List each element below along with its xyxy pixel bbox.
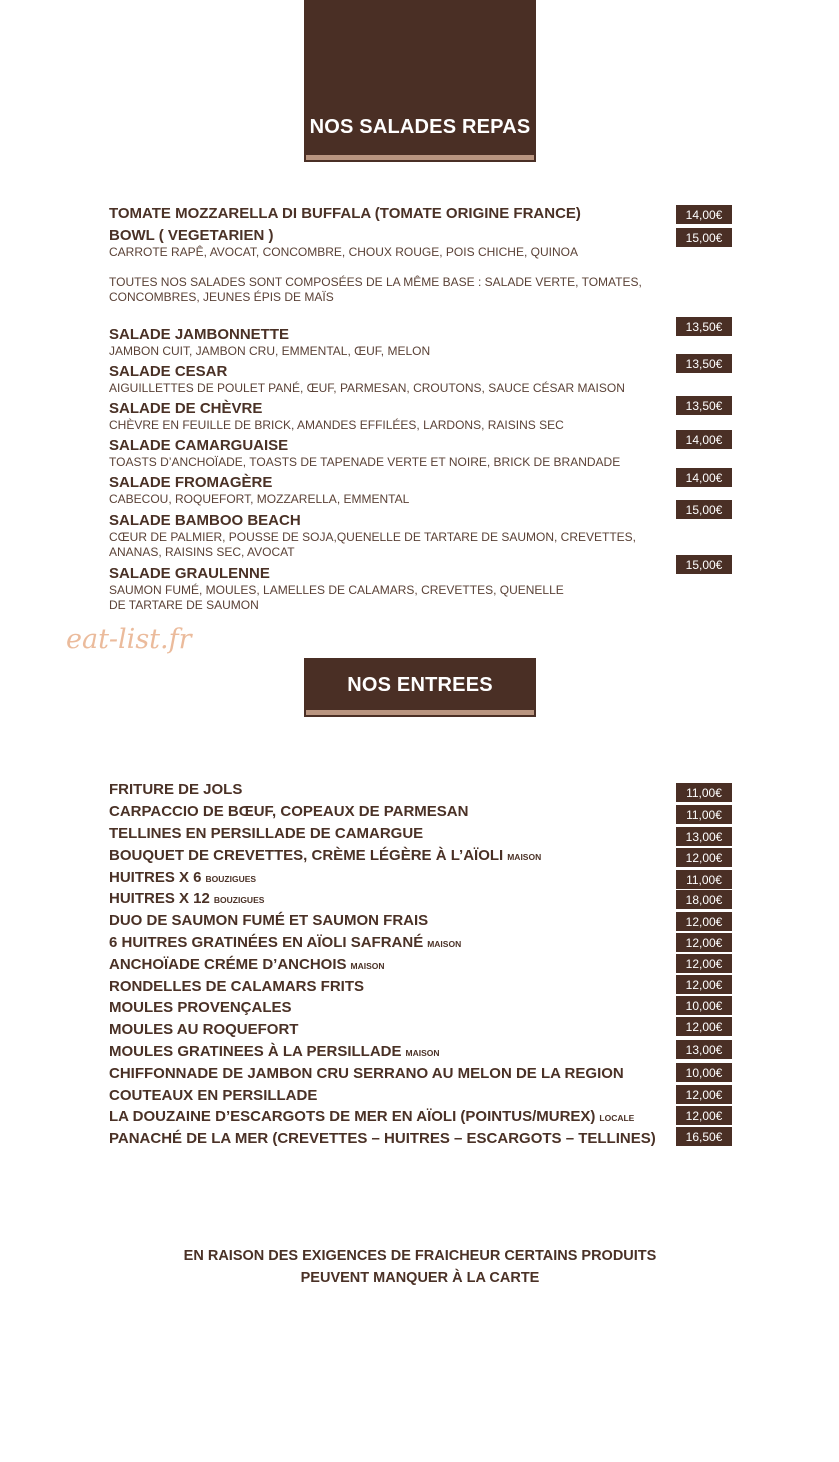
salads-base-note xyxy=(109,275,669,305)
menu-item-name: DUO DE SAUMON FUMÉ ET SAUMON FRAIS xyxy=(109,912,429,929)
menu-item-name: SALADE FROMAGÈRE xyxy=(109,474,273,491)
menu-item-name: TELLINES EN PERSILLADE DE CAMARGUE xyxy=(109,825,424,842)
freshness-notice-line: PEUVENT MANQUER À LA CARTE xyxy=(300,1270,540,1286)
menu-item-price: 12,00€ xyxy=(676,954,732,974)
menu-item-name: MOULES GRATINEES À LA PERSILLADE MAISON xyxy=(109,1043,440,1060)
menu-item-price: 14,00€ xyxy=(676,205,732,225)
menu-item-description: ANANAS, RAISINS SEC, AVOCAT xyxy=(109,545,295,559)
menu-item-note: LOCALE xyxy=(599,1113,635,1123)
menu-item-name: MOULES AU ROQUEFORT xyxy=(109,1021,299,1038)
menu-item-price: 12,00€ xyxy=(676,1017,732,1037)
menu-item-description: CŒUR DE PALMIER, POUSSE DE SOJA,QUENELLE DE TARTARE DE SAUMON, CREVETTES, xyxy=(109,530,636,544)
menu-item-price: 12,00€ xyxy=(676,933,732,953)
menu-item-price: 12,00€ xyxy=(676,1085,732,1105)
menu-item-name: BOWL ( VEGETARIEN ) xyxy=(109,227,274,244)
menu-item-price: 18,00€ xyxy=(676,890,732,910)
menu-item-description: JAMBON CUIT, JAMBON CRU, EMMENTAL, ŒUF, MELON xyxy=(109,344,431,358)
freshness-notice xyxy=(100,1245,740,1289)
menu-item-name: SALADE JAMBONNETTE xyxy=(109,326,290,343)
menu-item-note: MAISON xyxy=(405,1048,440,1058)
menu-item-name: TOMATE MOZZARELLA DI BUFFALA (TOMATE ORIGINE FRANCE) xyxy=(109,205,581,222)
menu-item-name: BOUQUET DE CREVETTES, CRÈME LÉGÈRE À L’AÏOLI MAISON xyxy=(109,847,542,864)
menu-item-name: SALADE CESAR xyxy=(109,363,228,380)
menu-item-name: FRITURE DE JOLS xyxy=(109,781,243,798)
menu-item-name: SALADE CAMARGUAISE xyxy=(109,437,289,454)
menu-item-price: 13,00€ xyxy=(676,827,732,847)
menu-item-name: 6 HUITRES GRATINÉES EN AÏOLI SAFRANÉ MAISON xyxy=(109,934,462,951)
menu-item-name: PANACHÉ DE LA MER (CREVETTES – HUITRES – ESCARGOTS – TELLINES) xyxy=(109,1130,656,1147)
menu-item-description: TOASTS D’ANCHOÏADE, TOASTS DE TAPENADE VERTE ET NOIRE, BRICK DE BRANDADE xyxy=(109,455,621,469)
menu-item-price: 12,00€ xyxy=(676,975,732,995)
menu-item-name: HUITRES X 12 BOUZIGUES xyxy=(109,890,265,907)
menu-item-price: 14,00€ xyxy=(676,468,732,488)
menu-item-name: MOULES PROVENÇALES xyxy=(109,999,292,1016)
menu-item-name: CARPACCIO DE BŒUF, COPEAUX DE PARMESAN xyxy=(109,803,469,820)
menu-item-price: 11,00€ xyxy=(676,783,732,803)
menu-item-price: 10,00€ xyxy=(676,996,732,1016)
menu-item-name: ANCHOÏADE CRÉME D’ANCHOIS MAISON xyxy=(109,956,385,973)
menu-item-description: DE TARTARE DE SAUMON xyxy=(109,598,259,612)
menu-item-price: 15,00€ xyxy=(676,555,732,575)
menu-item-name: SALADE DE CHÈVRE xyxy=(109,400,263,417)
watermark-logo: eat-list.fr xyxy=(66,624,192,655)
menu-item-name: HUITRES X 6 BOUZIGUES xyxy=(109,869,257,886)
menu-item-note: BOUZIGUES xyxy=(213,895,265,905)
menu-item-note: MAISON xyxy=(427,939,462,949)
menu-item-price: 10,00€ xyxy=(676,1063,732,1083)
menu-item-name: RONDELLES DE CALAMARS FRITS xyxy=(109,978,364,995)
entrees-section-title: NOS ENTREES xyxy=(347,674,493,696)
menu-item-price: 12,00€ xyxy=(676,1106,732,1126)
menu-item-price: 15,00€ xyxy=(676,500,732,520)
menu-item-name: COUTEAUX EN PERSILLADE xyxy=(109,1087,318,1104)
entrees-section-banner xyxy=(304,658,536,717)
menu-item-name: SALADE BAMBOO BEACH xyxy=(109,512,301,529)
menu-item-price: 13,50€ xyxy=(676,317,732,337)
menu-item-note: BOUZIGUES xyxy=(205,874,257,884)
menu-item-price: 15,00€ xyxy=(676,228,732,248)
banner-accent-band xyxy=(306,710,534,715)
menu-item-description: SAUMON FUMÉ, MOULES, LAMELLES DE CALAMARS, CREVETTES, QUENELLE xyxy=(109,583,564,597)
menu-item-name: CHIFFONNADE DE JAMBON CRU SERRANO AU MELON DE LA REGION xyxy=(109,1065,624,1082)
menu-item-note: MAISON xyxy=(350,961,385,971)
menu-item-price: 13,00€ xyxy=(676,1040,732,1060)
menu-item-description: CABECOU, ROQUEFORT, MOZZARELLA, EMMENTAL xyxy=(109,492,410,506)
salads-base-note-line: TOUTES NOS SALADES SONT COMPOSÉES DE LA MÊME BASE : SALADE VERTE, TOMATES, xyxy=(109,275,642,289)
menu-item-price: 13,50€ xyxy=(676,354,732,374)
menu-item-name: SALADE GRAULENNE xyxy=(109,565,270,582)
menu-item-name: LA DOUZAINE D’ESCARGOTS DE MER EN AÏOLI (POINTUS/MUREX) LOCALE xyxy=(109,1108,635,1125)
banner-accent-band xyxy=(306,155,534,160)
menu-item-note: MAISON xyxy=(507,852,542,862)
freshness-notice-line: EN RAISON DES EXIGENCES DE FRAICHEUR CERTAINS PRODUITS xyxy=(183,1248,657,1264)
menu-item-price: 13,50€ xyxy=(676,396,732,416)
menu-item-description: CARROTE RAPÊ, AVOCAT, CONCOMBRE, CHOUX ROUGE, POIS CHICHE, QUINOA xyxy=(109,245,578,259)
menu-item-description: AIGUILLETTES DE POULET PANÉ, ŒUF, PARMESAN, CROUTONS, SAUCE CÉSAR MAISON xyxy=(109,381,625,395)
menu-item-price: 14,00€ xyxy=(676,430,732,450)
menu-item-price: 11,00€ xyxy=(676,805,732,825)
salads-base-note-line: CONCOMBRES, JEUNES ÉPIS DE MAÏS xyxy=(109,290,334,304)
salads-section-banner xyxy=(304,0,536,162)
menu-item-price: 16,50€ xyxy=(676,1127,732,1147)
salads-section-title: NOS SALADES REPAS xyxy=(309,116,531,138)
menu-item-price: 11,00€ xyxy=(676,870,732,890)
menu-item-price: 12,00€ xyxy=(676,912,732,932)
menu-item-description: CHÈVRE EN FEUILLE DE BRICK, AMANDES EFFILÉES, LARDONS, RAISINS SEC xyxy=(109,418,564,432)
menu-item-price: 12,00€ xyxy=(676,848,732,868)
